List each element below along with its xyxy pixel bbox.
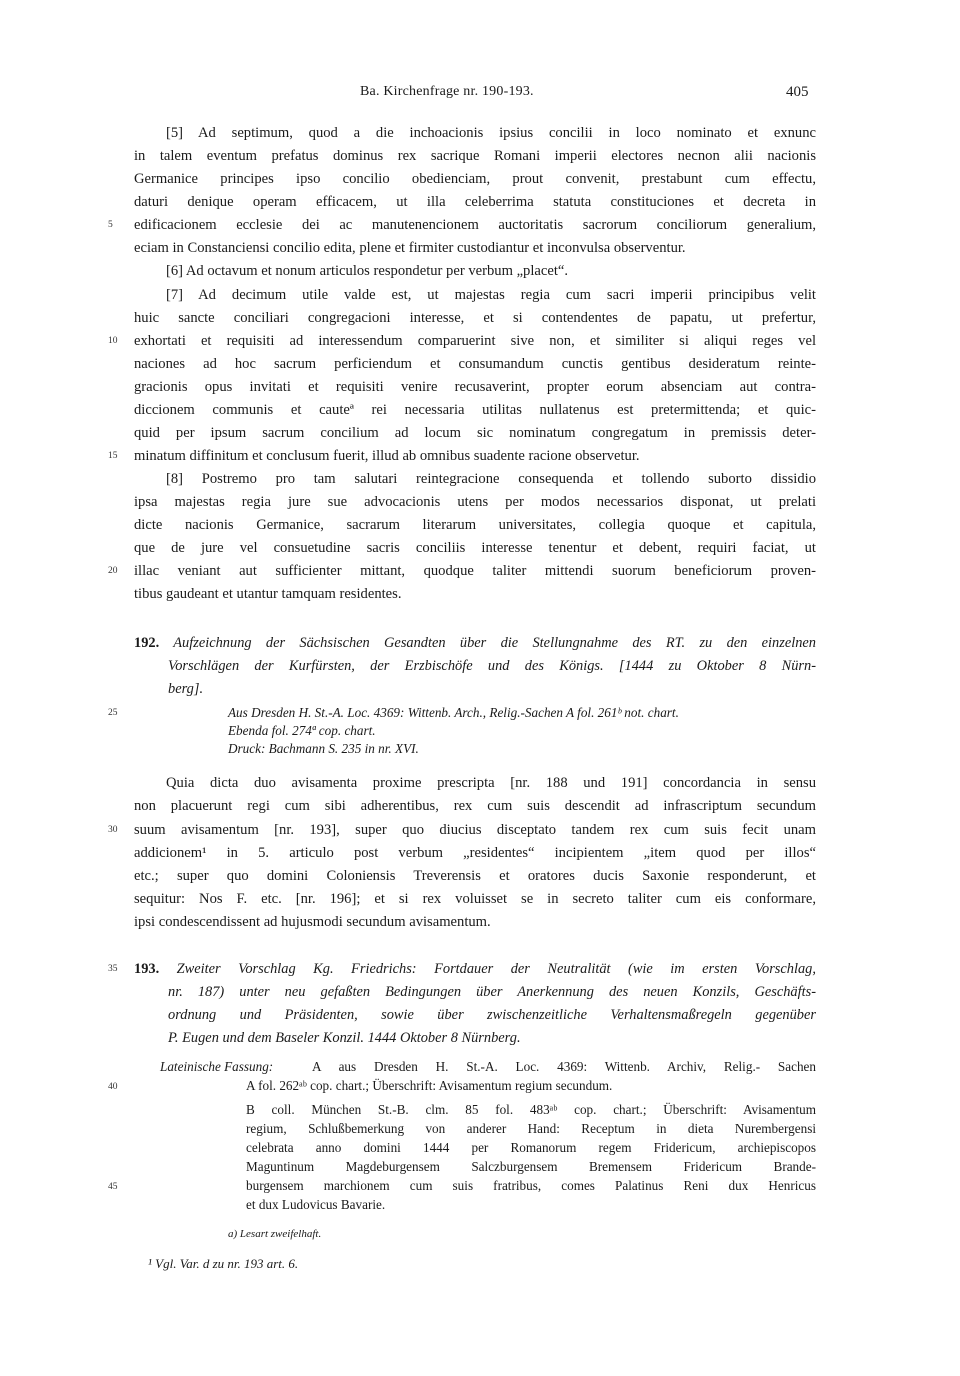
body-line: quid per ipsum sacrum concilium ad locum sic nominatum congregatum in premissis deter- [134,425,816,441]
body-line: addicionem¹ in 5. articulo post verbum „residentes“ incipientem „item quod per illos“ [134,845,816,861]
section-heading-text: Aufzeichnung der Sächsischen Gesandten über die Stellungnahme des RT. zu den einzelnen [173,635,816,651]
source-note-line: Maguntinum Magdeburgensem Salczburgensem Bremensem Fridericum Brande- [246,1159,816,1174]
line-number: 5 [108,220,113,230]
line-number: 10 [108,336,118,346]
source-note-line: et dux Ludovicus Bavarie. [246,1197,386,1212]
line-number: 30 [108,825,118,835]
section-193-heading-line: ordnung und Präsidenten, sowie über zwischenzeitliche Verhaltensmaßregeln gegenüber [168,1007,816,1023]
line-number: 20 [108,566,118,576]
section-number: 193. [134,961,160,977]
source-note-line: celebrata anno domini 1444 per Romanorum regem Fridericum, archiepiscopos [246,1140,816,1155]
paragraph-6-line: [6] Ad octavum et nonum articulos respondetur per verbum „placet“. [166,263,569,279]
line-number: 25 [108,708,118,718]
version-label: Lateinische Fassung: [160,1059,274,1074]
print-reference: Druck: Bachmann S. 235 in nr. XVI. [228,741,419,756]
body-line: ipsi condescendissent ad hujusmodi secundum avisamentum. [134,914,491,930]
body-line: minatum diffinitum et conclusum fuerit, illud ab omnibus suadente racione observetur. [134,448,640,464]
source-citation: Ebenda fol. 274ª cop. chart. [228,723,376,738]
body-line: in talem eventum prefatus dominus rex sacrique Romani imperii electores necnon alii nacionis [134,148,816,164]
source-note-line: A aus Dresden H. St.-A. Loc. 4369: Wittenb. Archiv, Relig.- Sachen [312,1059,816,1074]
source-note-line: regium, Schlußbemerkung von anderer Hand: Receptum in dieta Nurembergensi [246,1121,816,1136]
body-line: Germanice principes ipso concilio obedienciam, prout convenit, prestabunt cum effectu, [134,171,816,187]
body-line: eciam in Constanciensi concilio edita, plene et firmiter custodiantur et inconvulsa observentur. [134,240,686,256]
line-number: 35 [108,964,118,974]
line-number: 45 [108,1182,118,1192]
body-line: daturi denique operam efficacem, ut illa celeberrima statuta constituciones et decreta in [134,194,816,210]
variant-footnote: a) Lesart zweifelhaft. [228,1228,322,1240]
body-line: gracionis opus invitati et requisiti venire recusaverint, propter eorum absenciam aut contra- [134,379,816,395]
body-line: naciones ad hoc sacrum perficiendum et consumandum cunctis gentibus desideratum reinte- [134,356,816,372]
body-line: non placuerunt regi cum sibi adherentibus, rex cum suis descendit ad infrascriptum secundum [134,798,816,814]
body-line: exhortati et requisiti ad interessendum comparuerint sive non, et similiter si aliqui reges vel [134,333,816,349]
body-line: que de jure vel consuetudine sacris conciliis interesse tenentur et debent, requiri faciat, ut [134,540,816,556]
paragraph-5-line: [5] Ad septimum, quod a die inchoacionis ipsius concilii in loco nominato et exnunc [166,125,816,141]
body-line: suum avisamentum [nr. 193], super quo diucius disceptato tandem rex cum suis fecit unam [134,822,816,838]
body-line: Quia dicta duo avisamenta proxime prescripta [nr. 188 und 191] concordancia in sensu [166,775,816,791]
page-number: 405 [786,84,809,100]
paragraph-7-line: [7] Ad decimum utile valde est, ut majestas regia cum sacri imperii principibus velit [166,287,816,303]
body-line: sequitur: Nos F. etc. [nr. 196]; et si rex voluisset se in secreto taliter cum eis conformare, [134,891,816,907]
section-192-heading-line [134,632,816,654]
body-line: illac veniant aut sufficienter mittant, quodque taliter mittendi suorum beneficiorum proven- [134,563,816,579]
body-line: huic sancte conciliari congregacioni interesse, et si contendentes de papatu, ut prefertur, [134,310,816,326]
section-193-heading-line: P. Eugen und dem Baseler Konzil. 1444 Oktober 8 Nürnberg. [168,1030,521,1046]
body-line: ipsa majestas regia jure sue advocacionis utens per modos necessarios disponat, ut prelati [134,494,816,510]
running-head: Ba. Kirchenfrage nr. 190-193. [360,84,534,99]
section-heading-text: Zweiter Vorschlag Kg. Friedrichs: Fortdauer der Neutralität (wie im ersten Vorschlag, [176,961,816,977]
section-193-heading-line: nr. 187) unter neu gefaßten Bedingungen über Anerkennung des neuen Konzils, Geschäfts- [168,984,816,1000]
section-number: 192. [134,635,160,651]
body-line: edificacionem ecclesie dei ac manutenencionem auctoritatis sacrorum conciliorum generalium, [134,217,816,233]
body-line: diccionem communis et cauteª rei necessaria utilitas nullatenus est pretermittenda; et quic- [134,402,816,418]
line-number: 15 [108,451,118,461]
body-line: dicte nacionis Germanice, sacrarum literarum universitates, collegia quoque et capitula, [134,517,816,533]
paragraph-8-line: [8] Postremo pro tam salutari reintegracione consequenda et tollendo suborto dissidio [166,471,816,487]
source-citation: Aus Dresden H. St.-A. Loc. 4369: Wittenb. Arch., Relig.-Sachen A fol. 261ᵇ not. chart. [228,705,679,720]
footnote-1: ¹ Vgl. Var. d zu nr. 193 art. 6. [148,1256,299,1271]
body-line: etc.; super quo domini Coloniensis Treverensis et oratores ducis Saxonie responderunt, et [134,868,816,884]
line-number: 40 [108,1082,118,1092]
section-193-heading-line [134,958,816,980]
body-line: tibus gaudeant et utantur tamquam residentes. [134,586,402,602]
source-note-line: burgensem marchionem cum suis fratribus, comes Palatinus Reni dux Henricus [246,1178,816,1193]
section-192-heading-line: berg]. [168,681,204,697]
source-note-line: A fol. 262ᵃᵇ cop. chart.; Überschrift: Avisamentum regium secundum. [246,1078,613,1093]
source-note-line: B coll. München St.-B. clm. 85 fol. 483ᵃᵇ cop. chart.; Überschrift: Avisamentum [246,1102,816,1117]
section-192-heading-line: Vorschlägen der Kurfürsten, der Erzbischöfe und des Königs. [1444 zu Oktober 8 Nürn- [168,658,816,674]
